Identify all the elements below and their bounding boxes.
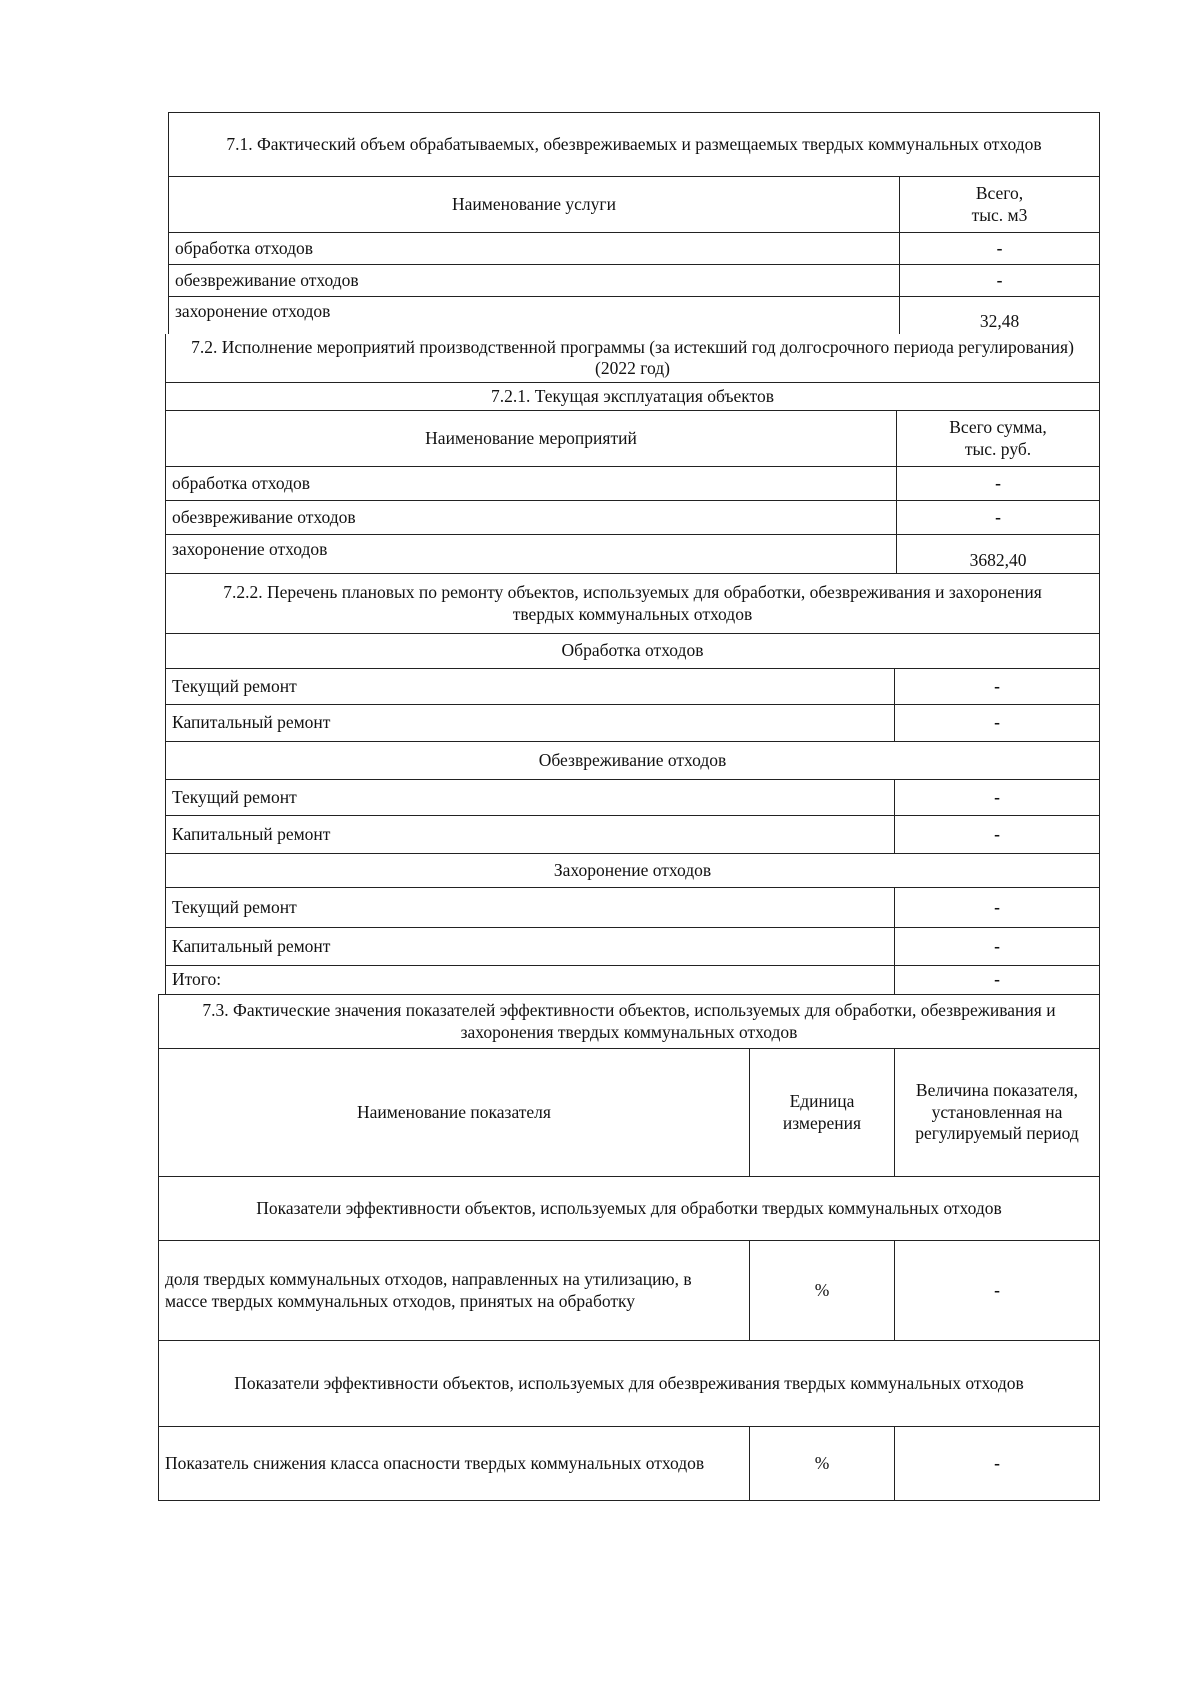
table-row bbox=[166, 927, 1099, 965]
table-bottom-border bbox=[158, 1500, 1100, 1501]
section-title-row bbox=[166, 382, 1099, 410]
row-name: Текущий ремонт bbox=[172, 896, 297, 917]
group-header-row bbox=[166, 633, 1099, 668]
group-header: Обработка отходов bbox=[561, 640, 704, 661]
row-name: Текущий ремонт bbox=[172, 675, 297, 696]
table-row bbox=[169, 296, 1099, 334]
row-name: обезвреживание отходов bbox=[172, 506, 356, 527]
col-header-total-line2: тыс. м3 bbox=[971, 204, 1028, 225]
col-header-total-sum bbox=[896, 411, 1099, 466]
col-header-service-name: Наименование услуги bbox=[452, 193, 616, 214]
group-header-row bbox=[159, 1340, 1099, 1426]
header-row bbox=[166, 410, 1099, 466]
section-title-7-2: 7.2. Исполнение мероприятий производственной программы (за истекший год долгосрочного периода регулирования) (2022 год) bbox=[191, 336, 1074, 378]
row-value: - bbox=[894, 705, 1099, 741]
table-row bbox=[166, 500, 1099, 534]
row-name: захоронение отходов bbox=[172, 539, 328, 559]
section-title-row bbox=[166, 573, 1099, 633]
col-header-value: Величина показателя, установленная на регулируемый период bbox=[894, 1049, 1099, 1176]
row-unit: % bbox=[749, 1427, 894, 1500]
section-7-3-table bbox=[158, 994, 1100, 1500]
section-title-row bbox=[159, 994, 1099, 1048]
group-header-row bbox=[166, 853, 1099, 887]
section-7-2-2-table bbox=[165, 573, 1100, 994]
row-value: - bbox=[894, 928, 1099, 965]
section-7-2-1-table bbox=[165, 382, 1100, 573]
section-7-2-title-box bbox=[165, 334, 1100, 382]
table-row bbox=[166, 887, 1099, 927]
row-value: - bbox=[894, 669, 1099, 704]
table-row bbox=[169, 264, 1099, 296]
row-name: Капитальный ремонт bbox=[172, 935, 331, 956]
table-row bbox=[166, 704, 1099, 741]
table-row bbox=[169, 232, 1099, 264]
table-row bbox=[159, 1240, 1099, 1340]
group-header-row bbox=[159, 1176, 1099, 1240]
row-value: - bbox=[894, 888, 1099, 927]
row-value: - bbox=[896, 467, 1099, 500]
row-value: 3682,40 bbox=[896, 535, 1099, 573]
table-row bbox=[166, 779, 1099, 815]
row-name: обработка отходов bbox=[175, 237, 314, 258]
row-value: - bbox=[894, 816, 1099, 853]
table-row bbox=[166, 815, 1099, 853]
col-header-unit: Единица измерения bbox=[749, 1049, 894, 1176]
col-header-total bbox=[899, 177, 1099, 232]
row-value: 32,48 bbox=[899, 297, 1099, 334]
table-row bbox=[166, 668, 1099, 704]
col-header-total-line1: Всего, bbox=[975, 183, 1024, 204]
table-row bbox=[166, 534, 1099, 573]
section-7-1-table bbox=[168, 112, 1100, 334]
row-name: Показатель снижения класса опасности твердых коммунальных отходов bbox=[165, 1452, 705, 1473]
row-name: Текущий ремонт bbox=[172, 786, 297, 807]
row-value: - bbox=[899, 233, 1099, 264]
group-header: Показатели эффективности объектов, используемых для обработки твердых коммунальных отходов bbox=[256, 1197, 1002, 1218]
row-value: - bbox=[894, 1427, 1099, 1500]
group-header: Показатели эффективности объектов, используемых для обезвреживания твердых коммунальных отходов bbox=[234, 1372, 1024, 1393]
group-header: Захоронение отходов bbox=[553, 859, 712, 880]
row-name: Капитальный ремонт bbox=[172, 823, 331, 844]
section-title-row bbox=[169, 112, 1099, 176]
row-value: - bbox=[894, 780, 1099, 815]
total-value: - bbox=[894, 966, 1099, 994]
table-row bbox=[166, 466, 1099, 500]
row-name: захоронение отходов bbox=[175, 301, 331, 321]
row-value: - bbox=[894, 1241, 1099, 1340]
col-header-total-sum-line1: Всего сумма, bbox=[949, 417, 1047, 438]
total-label: Итого: bbox=[172, 969, 222, 990]
group-header-row bbox=[166, 741, 1099, 779]
col-header-activity-name: Наименование мероприятий bbox=[425, 427, 637, 448]
header-row bbox=[159, 1048, 1099, 1176]
header-row bbox=[169, 176, 1099, 232]
row-name: Капитальный ремонт bbox=[172, 712, 331, 733]
total-row bbox=[166, 965, 1099, 994]
row-name: обезвреживание отходов bbox=[175, 269, 359, 290]
section-title-7-1: 7.1. Фактический объем обрабатываемых, обезвреживаемых и размещаемых твердых коммунальных отходов bbox=[226, 133, 1042, 154]
section-title-7-3: 7.3. Фактические значения показателей эффективности объектов, используемых для обработки, обезвреживания и захоронения твердых коммунальных отходов bbox=[202, 1000, 1056, 1042]
row-unit: % bbox=[749, 1241, 894, 1340]
row-value: - bbox=[896, 501, 1099, 534]
col-header-total-sum-line2: тыс. руб. bbox=[964, 438, 1032, 459]
section-title-7-2-2: 7.2.2. Перечень плановых по ремонту объектов, используемых для обработки, обезвреживания и захоронения твердых коммунальных отходов bbox=[223, 582, 1042, 624]
row-name: обработка отходов bbox=[172, 472, 311, 493]
section-title-7-2-1: 7.2.1. Текущая эксплуатация объектов bbox=[490, 385, 774, 406]
col-header-indicator-name: Наименование показателя bbox=[357, 1101, 551, 1122]
row-value: - bbox=[899, 265, 1099, 296]
table-row bbox=[159, 1426, 1099, 1500]
group-header: Обезвреживание отходов bbox=[538, 749, 727, 770]
row-name: доля твердых коммунальных отходов, направленных на утилизацию, в массе твердых коммунальных отходов, принятых на обработку bbox=[165, 1269, 692, 1311]
